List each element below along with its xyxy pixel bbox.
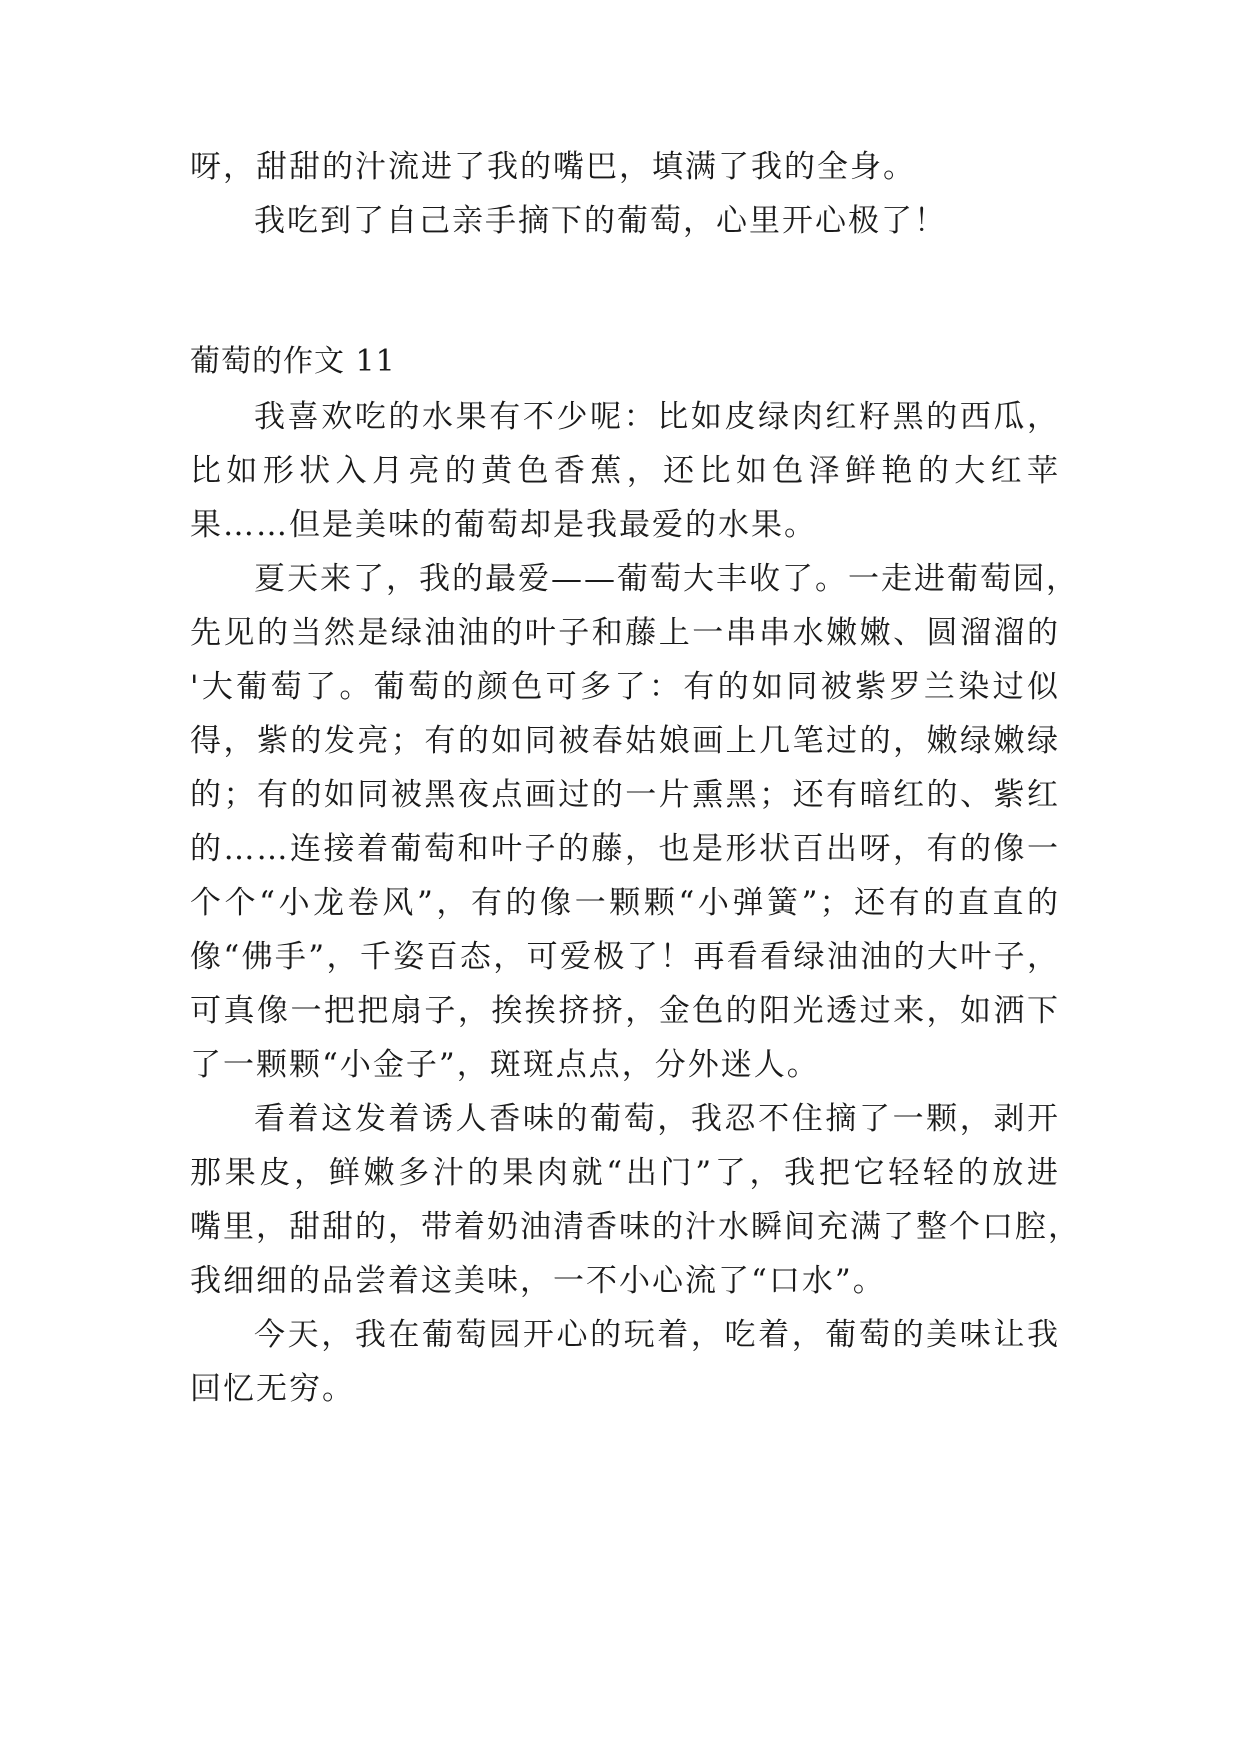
paragraph-1-line-3: 果……但是美味的葡萄却是我最爱的水果。 <box>190 507 817 543</box>
paragraph-2-line-8: 像“佛手”，千姿百态，可爱极了！再看看绿油油的大叶子， <box>190 939 1060 975</box>
paragraph-2-line-2: 先见的当然是绿油油的叶子和藤上一串串水嫩嫩、圆溜溜的 <box>190 615 1060 651</box>
paragraph-3-line-3: 嘴里，甜甜的，带着奶油清香味的汁水瞬间充满了整个口腔， <box>190 1209 1081 1245</box>
paragraph-2-line-6: 的……连接着葡萄和叶子的藤，也是形状百出呀，有的像一 <box>190 831 1060 867</box>
paragraph-4-line-1: 今天，我在葡萄园开心的玩着，吃着，葡萄的美味让我 <box>254 1317 1060 1353</box>
paragraph-2-line-3: '大葡萄了。葡萄的颜色可多了：有的如同被紫罗兰染过似 <box>190 669 1060 705</box>
paragraph-2-line-5: 的；有的如同被黑夜点画过的一片熏黑；还有暗红的、紫红 <box>190 777 1060 813</box>
paragraph-4-line-2: 回忆无穷。 <box>190 1371 355 1407</box>
paragraph-3-line-4: 我细细的品尝着这美味，一不小心流了“口水”。 <box>190 1263 886 1299</box>
essay-title: 葡萄的作文 11 <box>190 344 396 379</box>
prev-essay-line-1: 呀，甜甜的汁流进了我的嘴巴，填满了我的全身。 <box>190 149 916 185</box>
paragraph-2-line-7: 个个“小龙卷风”，有的像一颗颗“小弹簧”；还有的直直的 <box>190 885 1060 921</box>
paragraph-2-line-1: 夏天来了，我的最爱——葡萄大丰收了。一走进葡萄园， <box>254 561 1079 597</box>
paragraph-2-line-9: 可真像一把把扇子，挨挨挤挤，金色的阳光透过来，如洒下 <box>190 993 1060 1029</box>
prev-essay-line-2: 我吃到了自己亲手摘下的葡萄，心里开心极了！ <box>254 203 947 239</box>
paragraph-2-line-4: 得，紫的发亮；有的如同被春姑娘画上几笔过的，嫩绿嫩绿 <box>190 723 1060 759</box>
paragraph-3-line-1: 看着这发着诱人香味的葡萄，我忍不住摘了一颗，剥开 <box>254 1101 1060 1137</box>
paragraph-1-line-2: 比如形状入月亮的黄色香蕉，还比如色泽鲜艳的大红苹 <box>190 453 1060 489</box>
paragraph-3-line-2: 那果皮，鲜嫩多汁的果肉就“出门”了，我把它轻轻的放进 <box>190 1155 1060 1191</box>
paragraph-2-line-10: 了一颗颗“小金子”，斑斑点点，分外迷人。 <box>190 1047 820 1083</box>
paragraph-1-line-1: 我喜欢吃的水果有不少呢：比如皮绿肉红籽黑的西瓜， <box>254 399 1060 435</box>
